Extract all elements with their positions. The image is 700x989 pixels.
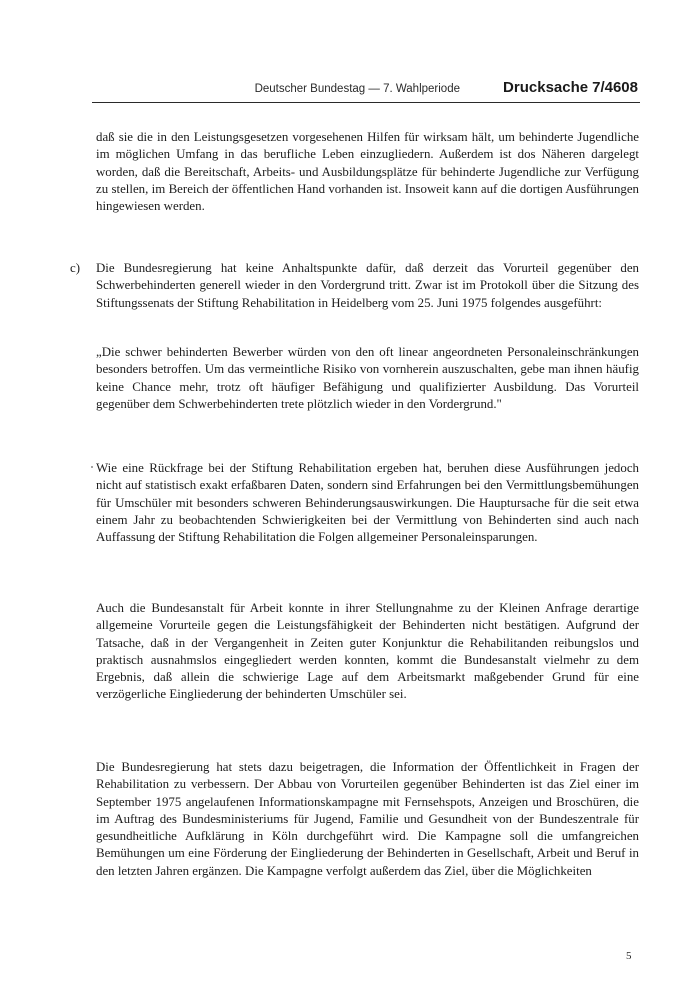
- document-number-value: 7/4608: [592, 79, 638, 96]
- paragraph-continuation: daß sie die in den Leistungsgesetzen vorgesehenen Hilfen für wirksam hält, um behinderte Jugendliche im möglichen Umfang in das berufliche Leben einzugliedern. Außerdem ist dos Näheren dargelegt worden, daß die Bereitschaft, Arbeits- und Ausbildungsplätze für behinderte Jugendliche zur Verfügung zu stellen, im Bereich der öffentlichen Hand vorhanden ist. Insoweit kann auf die dortigen Ausführungen hingewiesen werden.: [96, 130, 639, 214]
- header-title: Deutscher Bundestag — 7. Wahlperiode: [254, 83, 460, 95]
- paragraph-bundesregierung-information: Die Bundesregierung hat stets dazu beigetragen, die Information der Öffentlichkeit in Fragen der Rehabilitation zu verbessern. Der Abbau von Vorurteilen gegenüber Behinderten ist das Ziel einer im September 1975 angelaufenen Informationskampagne mit Fernsehspots, Anzeigen und Broschüren, die im Auftrag des Bundesministeriums für Jugend, Familie und Gesundheit von der Bundeszentrale für gesundheitliche Aufklärung in Köln durchgeführt wird. Die Kampagne soll die umfangreichen Bemühungen um eine Förderung der Eingliederung der Behinderten in Gesellschaft, Arbeit und Beruf in den letzten Jahren ergänzen. Die Kampagne verfolgt außerdem das Ziel, über die Möglichkeiten: [96, 760, 639, 878]
- margin-mark: [91, 466, 93, 468]
- paragraph-c: [70, 260, 639, 312]
- paragraph-c-text: Die Bundesregierung hat keine Anhaltspunkte dafür, daß derzeit das Vorurteil gegenüber den Schwerbehinderten generell wieder in den Vordergrund tritt. Zwar ist im Protokoll über die Sitzung des Stiftungssenats der Stiftung Rehabilitation in Heidelberg vom 25. Juni 1975 folgendes ausgeführt:: [96, 261, 639, 310]
- document-number: [503, 79, 638, 96]
- quotation: „Die schwer behinderten Bewerber würden von den oft linear angeordneten Personaleinschränkungen besonders betroffen. Um das vermeintliche Risiko von vornherein auszuschalten, gebe man ihnen häufig keine Chance mehr, trotz oft häufiger Befähigung und qualifizierter Ausbildung. Das Vorurteil gegenüber dem Schwerbehinderten trete plötzlich wieder in den Vordergrund.": [96, 345, 639, 411]
- page-header: [92, 80, 640, 103]
- page-number: 5: [626, 950, 632, 962]
- document-label: Drucksache: [503, 79, 589, 96]
- paragraph-stiftung-rueckfrage: Wie eine Rückfrage bei der Stiftung Rehabilitation ergeben hat, beruhen diese Ausführungen jedoch nicht auf statistisch exakt erfaßbaren Daten, sondern sind Erfahrungen bei den Vermittlungsbemühungen für Umschüler mit besonders schweren Behinderungsauswirkungen. Die Hauptursache für die seit etwa einem Jahr zu beobachtenden Schwierigkeiten bei der Vermittlung von Behinderten sind auch nach Auffassung der Stiftung Rehabilitation die Folgen allgemeiner Personaleinsparungen.: [96, 461, 639, 545]
- list-label-c: c): [70, 261, 81, 275]
- paragraph-bundesanstalt: Auch die Bundesanstalt für Arbeit konnte in ihrer Stellungnahme zu der Kleinen Anfrage derartige allgemeine Vorurteile gegen die Leistungsfähigkeit der Behinderten nicht bestätigen. Aufgrund der Tatsache, daß in der Vergangenheit in Zeiten guter Konjunktur die Rehabilitanden reibungslos und praktisch ausnahmslos eingegliedert werden konnten, kommt die Bundesanstalt vielmehr zu dem Ergebnis, daß allein die schwierige Lage auf dem Arbeitsmarkt maßgebender Grund für eine verzögerliche Eingliederung der behinderten Umschüler sei.: [96, 601, 639, 702]
